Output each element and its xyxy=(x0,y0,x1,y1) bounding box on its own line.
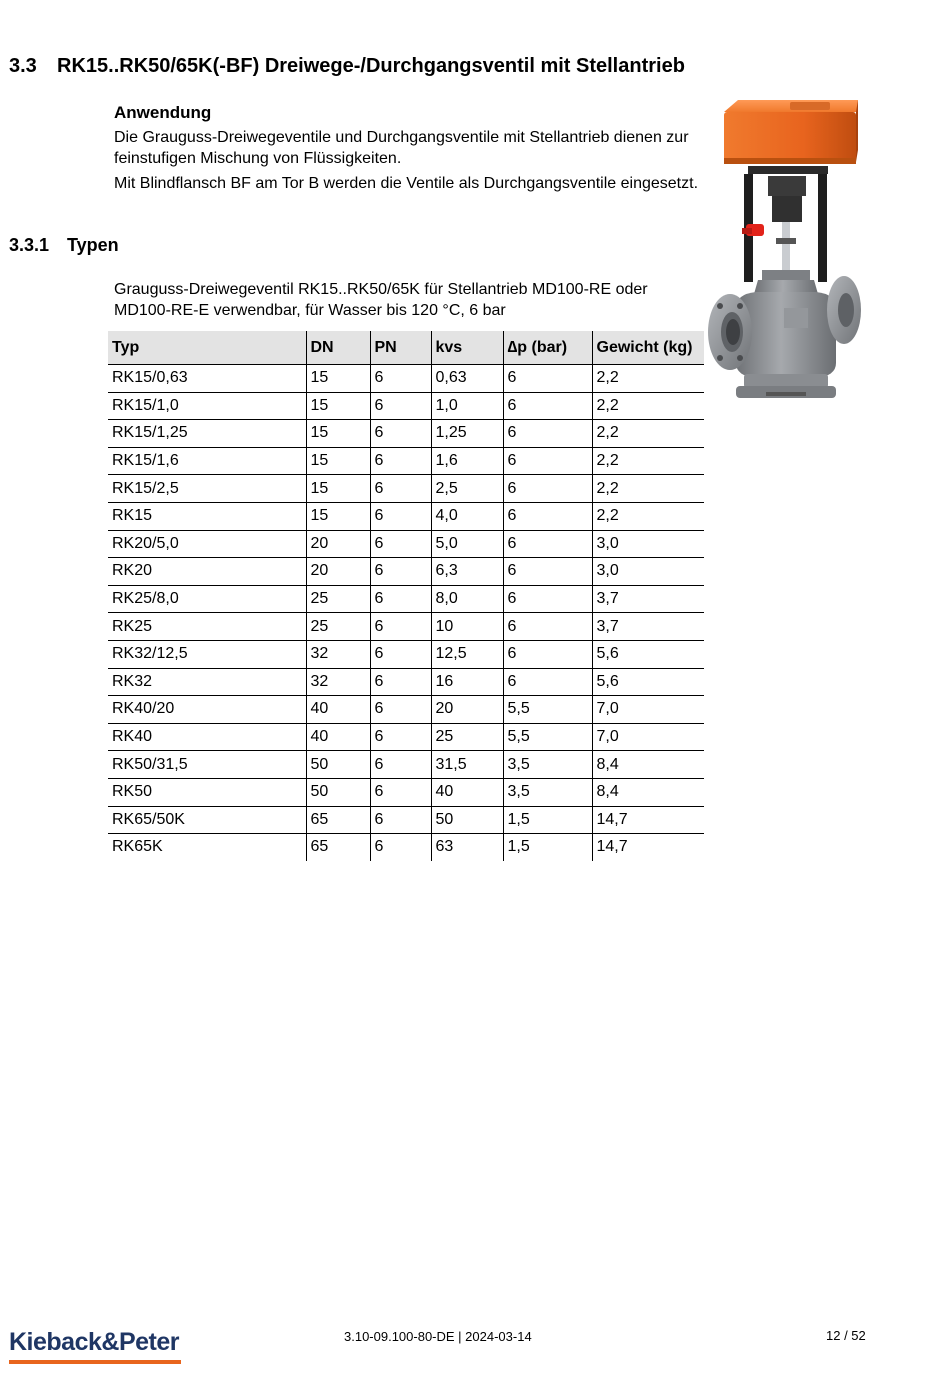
subsection-title: Typen xyxy=(67,235,119,255)
cell-dp: 6 xyxy=(503,420,592,448)
cell-gewicht: 3,0 xyxy=(592,558,704,586)
cell-dp: 6 xyxy=(503,613,592,641)
cell-typ: RK15/1,0 xyxy=(108,392,306,420)
subsection-number: 3.3.1 xyxy=(9,235,50,255)
cell-kvs: 20 xyxy=(431,696,503,724)
cell-dp: 1,5 xyxy=(503,806,592,834)
cell-kvs: 25 xyxy=(431,723,503,751)
cell-dn: 40 xyxy=(306,696,370,724)
cell-typ: RK32 xyxy=(108,668,306,696)
table-row xyxy=(108,834,704,861)
cell-kvs: 1,25 xyxy=(431,420,503,448)
column-header-gewicht: Gewicht (kg) xyxy=(592,331,704,365)
table-row xyxy=(108,778,704,806)
table-row xyxy=(108,365,704,393)
types-table xyxy=(108,331,704,861)
cell-dn: 32 xyxy=(306,668,370,696)
logo-underline xyxy=(9,1360,181,1364)
column-header-pn: PN xyxy=(370,331,431,365)
cell-gewicht: 3,0 xyxy=(592,530,704,558)
cell-dp: 6 xyxy=(503,502,592,530)
cell-pn: 6 xyxy=(370,613,431,641)
cell-typ: RK25 xyxy=(108,613,306,641)
table-header-row xyxy=(108,331,704,365)
cell-dp: 6 xyxy=(503,668,592,696)
table-row xyxy=(108,640,704,668)
cell-kvs: 1,6 xyxy=(431,447,503,475)
section-title: RK15..RK50/65K(-BF) Dreiwege-/Durchgangsventil mit Stellantrieb xyxy=(57,55,685,77)
cell-pn: 6 xyxy=(370,447,431,475)
cell-pn: 6 xyxy=(370,585,431,613)
cell-typ: RK32/12,5 xyxy=(108,640,306,668)
cell-dp: 6 xyxy=(503,640,592,668)
cell-pn: 6 xyxy=(370,834,431,861)
cell-pn: 6 xyxy=(370,806,431,834)
cell-kvs: 12,5 xyxy=(431,640,503,668)
cell-dn: 15 xyxy=(306,392,370,420)
cell-dp: 6 xyxy=(503,447,592,475)
cell-dn: 25 xyxy=(306,613,370,641)
cell-pn: 6 xyxy=(370,475,431,503)
cell-typ: RK20/5,0 xyxy=(108,530,306,558)
cell-typ: RK15/2,5 xyxy=(108,475,306,503)
page-number: 12 / 52 xyxy=(826,1328,866,1343)
cell-typ: RK50/31,5 xyxy=(108,751,306,779)
cell-pn: 6 xyxy=(370,751,431,779)
cell-dn: 20 xyxy=(306,530,370,558)
cell-dn: 50 xyxy=(306,778,370,806)
cell-kvs: 16 xyxy=(431,668,503,696)
cell-dp: 6 xyxy=(503,558,592,586)
table-row xyxy=(108,558,704,586)
cell-kvs: 1,0 xyxy=(431,392,503,420)
cell-kvs: 2,5 xyxy=(431,475,503,503)
cell-typ: RK20 xyxy=(108,558,306,586)
table-row xyxy=(108,723,704,751)
cell-typ: RK40/20 xyxy=(108,696,306,724)
document-id: 3.10-09.100-80-DE | 2024-03-14 xyxy=(344,1329,532,1344)
table-row xyxy=(108,475,704,503)
cell-pn: 6 xyxy=(370,778,431,806)
cell-gewicht: 5,6 xyxy=(592,640,704,668)
application-block xyxy=(114,102,704,198)
cell-gewicht: 2,2 xyxy=(592,392,704,420)
cell-kvs: 0,63 xyxy=(431,365,503,393)
cell-dp: 5,5 xyxy=(503,723,592,751)
cell-typ: RK15 xyxy=(108,502,306,530)
section-number: 3.3 xyxy=(9,55,37,77)
cell-gewicht: 2,2 xyxy=(592,502,704,530)
cell-typ: RK40 xyxy=(108,723,306,751)
table-row xyxy=(108,392,704,420)
cell-dn: 15 xyxy=(306,365,370,393)
table-row xyxy=(108,502,704,530)
cell-pn: 6 xyxy=(370,640,431,668)
table-row xyxy=(108,585,704,613)
cell-gewicht: 14,7 xyxy=(592,834,704,861)
cell-dn: 40 xyxy=(306,723,370,751)
cell-dp: 6 xyxy=(503,392,592,420)
cell-gewicht: 14,7 xyxy=(592,806,704,834)
cell-dp: 3,5 xyxy=(503,751,592,779)
cell-pn: 6 xyxy=(370,668,431,696)
cell-dp: 6 xyxy=(503,475,592,503)
cell-typ: RK15/0,63 xyxy=(108,365,306,393)
cell-dp: 6 xyxy=(503,530,592,558)
cell-kvs: 40 xyxy=(431,778,503,806)
cell-gewicht: 3,7 xyxy=(592,585,704,613)
cell-kvs: 50 xyxy=(431,806,503,834)
cell-kvs: 5,0 xyxy=(431,530,503,558)
cell-typ: RK25/8,0 xyxy=(108,585,306,613)
cell-pn: 6 xyxy=(370,696,431,724)
table-row xyxy=(108,530,704,558)
cell-gewicht: 8,4 xyxy=(592,778,704,806)
subsection-heading xyxy=(9,235,119,256)
cell-kvs: 4,0 xyxy=(431,502,503,530)
cell-dp: 5,5 xyxy=(503,696,592,724)
cell-pn: 6 xyxy=(370,723,431,751)
cell-dn: 25 xyxy=(306,585,370,613)
column-header-typ: Typ xyxy=(108,331,306,365)
cell-dp: 1,5 xyxy=(503,834,592,861)
cell-typ: RK50 xyxy=(108,778,306,806)
cell-pn: 6 xyxy=(370,365,431,393)
cell-pn: 6 xyxy=(370,558,431,586)
table-row xyxy=(108,696,704,724)
table-row xyxy=(108,668,704,696)
cell-pn: 6 xyxy=(370,502,431,530)
cell-gewicht: 7,0 xyxy=(592,723,704,751)
cell-gewicht: 8,4 xyxy=(592,751,704,779)
section-heading xyxy=(9,55,685,78)
cell-kvs: 31,5 xyxy=(431,751,503,779)
cell-dp: 6 xyxy=(503,365,592,393)
cell-gewicht: 2,2 xyxy=(592,365,704,393)
cell-dn: 65 xyxy=(306,806,370,834)
table-row xyxy=(108,751,704,779)
table-body xyxy=(108,365,704,861)
cell-pn: 6 xyxy=(370,530,431,558)
cell-typ: RK65K xyxy=(112,838,163,856)
table-row xyxy=(108,806,704,834)
cell-dn: 15 xyxy=(306,420,370,448)
valve-with-actuator-photo xyxy=(706,98,866,403)
cell-typ: RK65/50K xyxy=(108,806,306,834)
application-heading: Anwendung xyxy=(114,103,212,122)
cell-dn: 15 xyxy=(306,475,370,503)
application-paragraph-1: Die Grauguss-Dreiwegeventile und Durchgangsventile mit Stellantrieb dienen zur feinstufigen Mischung von Flüssigkeiten. xyxy=(114,129,689,167)
cell-kvs: 63 xyxy=(431,834,503,861)
logo-text: Kieback&Peter xyxy=(9,1328,179,1356)
cell-typ: RK15/1,25 xyxy=(108,420,306,448)
kieback-peter-logo xyxy=(9,1328,183,1368)
application-paragraph-2: Mit Blindflansch BF am Tor B werden die Ventile als Durchgangsventile eingesetzt. xyxy=(114,175,699,192)
cell-pn: 6 xyxy=(370,392,431,420)
cell-gewicht: 3,7 xyxy=(592,613,704,641)
cell-dn: 65 xyxy=(306,834,370,861)
cell-kvs: 10 xyxy=(431,613,503,641)
cell-dn: 50 xyxy=(306,751,370,779)
column-header-dn: DN xyxy=(306,331,370,365)
column-header-dp: ∆p (bar) xyxy=(503,331,592,365)
cell-typ: RK15/1,6 xyxy=(108,447,306,475)
cell-gewicht: 2,2 xyxy=(592,447,704,475)
cell-gewicht: 2,2 xyxy=(592,420,704,448)
table-row xyxy=(108,420,704,448)
cell-gewicht: 7,0 xyxy=(592,696,704,724)
types-intro: Grauguss-Dreiwegeventil RK15..RK50/65K für Stellantrieb MD100-RE oder MD100-RE-E verwendbar, für Wasser bis 120 °C, 6 bar xyxy=(114,281,648,319)
cell-dn: 15 xyxy=(306,502,370,530)
cell-dp: 3,5 xyxy=(503,778,592,806)
cell-dp: 6 xyxy=(503,585,592,613)
cell-pn: 6 xyxy=(370,420,431,448)
cell-dn: 32 xyxy=(306,640,370,668)
cell-kvs: 6,3 xyxy=(431,558,503,586)
cell-gewicht: 2,2 xyxy=(592,475,704,503)
cell-dn: 15 xyxy=(306,447,370,475)
column-header-kvs: kvs xyxy=(431,331,503,365)
cell-kvs: 8,0 xyxy=(431,585,503,613)
table-row xyxy=(108,447,704,475)
table-row xyxy=(108,613,704,641)
cell-gewicht: 5,6 xyxy=(592,668,704,696)
cell-dn: 20 xyxy=(306,558,370,586)
